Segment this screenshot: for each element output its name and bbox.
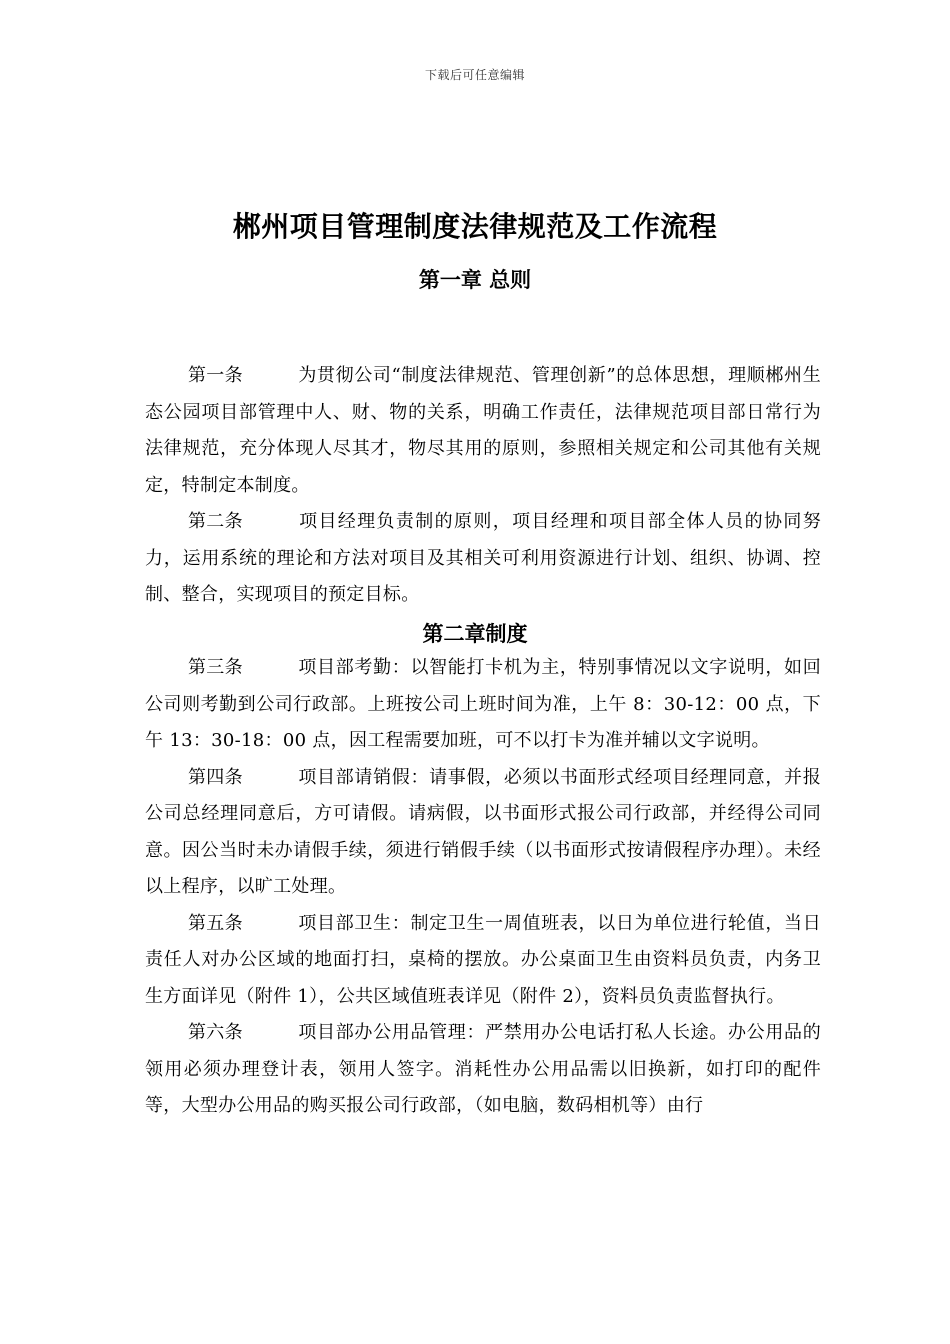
header-note: 下载后可任意编辑 xyxy=(424,68,525,82)
article-6-text: 项目部办公用品管理：严禁用办公电话打私人长途。办公用品的领用必须办理登计表，领用人签字。消耗性办公用品需以旧换新，如打印的配件等，大型办公用品的购买报公司行政部，（如电脑，数码相机等）由行 xyxy=(145,1022,821,1116)
chapter-2-body xyxy=(145,650,821,1125)
article-4-number: 第四条 xyxy=(188,766,243,788)
article-1-number: 第一条 xyxy=(188,365,243,386)
article-2-text: 项目经理负责制的原则，项目经理和项目部全体人员的协同努力，运用系统的理论和方法对项目及其相关可利用资源进行计划、组织、协调、控制、整合，实现项目的预定目标。 xyxy=(145,511,821,605)
chapter-1-heading: 第一章 总则 xyxy=(418,268,532,292)
article-2 xyxy=(145,504,821,614)
article-3-text: 项目部考勤：以智能打卡机为主，特别事情况以文字说明，如回公司则考勤到公司行政部。上班按公司上班时间为准，上午 8：30-12：00 点，下午 13：30-18：00 点，因工程需要加班，可不以打卡为准并辅以文字说明。 xyxy=(145,657,821,751)
article-3 xyxy=(145,650,821,760)
article-1-text: 为贯彻公司“制度法律规范、管理创新”的总体思想，理顺郴州生态公园项目部管理中人、财、物的关系，明确工作责任，法律规范项目部日常行为法律规范，充分体现人尽其才，物尽其用的原则，参照相关规定和公司其他有关规定，特制定本制度。 xyxy=(145,365,821,496)
article-6-number: 第六条 xyxy=(188,1022,243,1043)
article-2-number: 第二条 xyxy=(188,511,243,532)
chapter-2-heading: 第二章制度 xyxy=(422,622,528,646)
document-title: 郴州项目管理制度法律规范及工作流程 xyxy=(232,210,718,243)
article-6 xyxy=(145,1015,821,1125)
article-5 xyxy=(145,906,821,1016)
article-3-number: 第三条 xyxy=(188,657,243,678)
article-4-text: 项目部请销假：请事假，必须以书面形式经项目经理同意，并报公司总经理同意后，方可请假。请病假，以书面形式报公司行政部，并经得公司同意。因公当时未办请假手续，须进行销假手续（以书面形式按请假程序办理）。未经以上程序，以旷工处理。 xyxy=(145,766,821,897)
article-4 xyxy=(145,760,821,906)
article-5-text: 项目部卫生：制定卫生一周值班表，以日为单位进行轮值，当日责任人对办公区域的地面打扫，桌椅的摆放。办公桌面卫生由资料员负责，内务卫生方面详见（附件 1），公共区域值班表详见（附件 2），资料员负责监督执行。 xyxy=(145,912,821,1007)
article-1 xyxy=(145,358,821,504)
article-5-number: 第五条 xyxy=(188,912,243,934)
chapter-1-body xyxy=(145,358,821,614)
